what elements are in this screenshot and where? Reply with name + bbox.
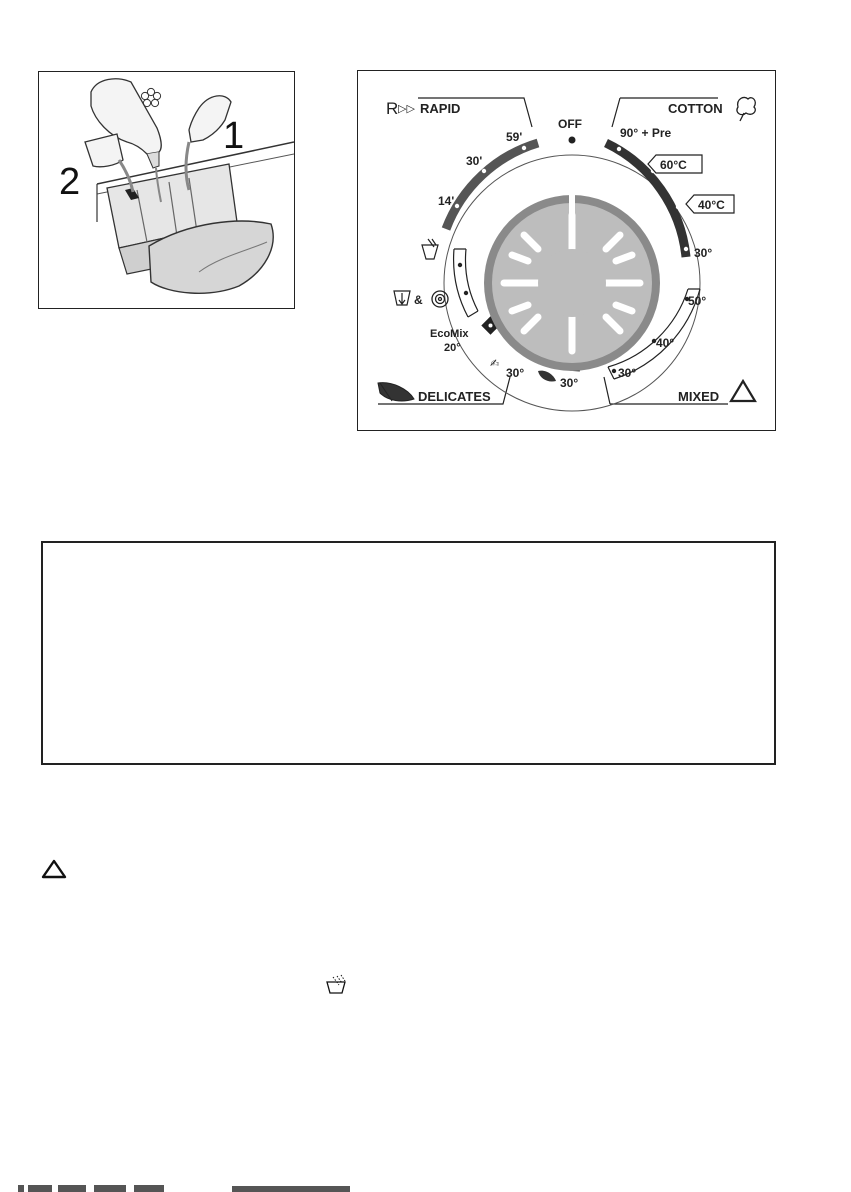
compartment-2-label: 2 xyxy=(59,161,81,203)
feather-icon xyxy=(378,383,414,401)
cotton-label: COTTON xyxy=(668,101,723,116)
rapid-icon: R xyxy=(386,99,399,118)
delicates-label: DELICATES xyxy=(418,389,491,404)
triangle-icon xyxy=(731,381,755,401)
programme-knob[interactable] xyxy=(484,171,660,371)
drain-icon xyxy=(394,291,410,305)
svg-text:▷▷: ▷▷ xyxy=(398,103,415,115)
rapid-label: RAPID xyxy=(420,101,461,116)
compartment-1-label: 1 xyxy=(223,115,245,157)
rapid-time-30: 30' xyxy=(466,154,483,168)
rinse-icon xyxy=(323,973,351,995)
dispenser-drawer-illustration xyxy=(38,71,295,309)
drain-spin-connector: & xyxy=(414,293,423,307)
handwash-icon: ✍ xyxy=(490,358,500,370)
delicates-temp-handwash: 30° xyxy=(506,366,525,380)
programme-dial-panel xyxy=(357,70,776,431)
cotton-temp-90-pre: 90° + Pre xyxy=(620,126,672,140)
feather-small-icon xyxy=(538,371,556,382)
ecomix-label: EcoMix xyxy=(430,328,469,340)
mixed-temp-40: 40° xyxy=(656,336,675,350)
delicates-temp-feather: 30° xyxy=(560,376,579,390)
ecomix-temp: 20° xyxy=(444,342,461,354)
off-label: OFF xyxy=(558,117,582,131)
note-box xyxy=(41,541,776,765)
cotton-temp-40: 40°C xyxy=(698,198,725,212)
rapid-time-14: 14' xyxy=(438,194,455,208)
triangle-icon xyxy=(40,858,68,880)
rapid-time-59: 59' xyxy=(506,130,523,144)
rinse-icon xyxy=(422,239,438,259)
cotton-temp-60: 60°C xyxy=(660,158,687,172)
mixed-temp-30: 30° xyxy=(618,366,637,380)
flower-icon xyxy=(141,88,160,106)
footer-strip xyxy=(0,1183,360,1192)
measuring-cup-icon xyxy=(85,134,133,192)
mixed-temp-50: 50° xyxy=(688,294,707,308)
spin-icon xyxy=(432,291,448,307)
cotton-temp-30: 30° xyxy=(694,246,713,260)
mixed-label: MIXED xyxy=(678,389,720,404)
cotton-flower-icon xyxy=(737,97,755,121)
